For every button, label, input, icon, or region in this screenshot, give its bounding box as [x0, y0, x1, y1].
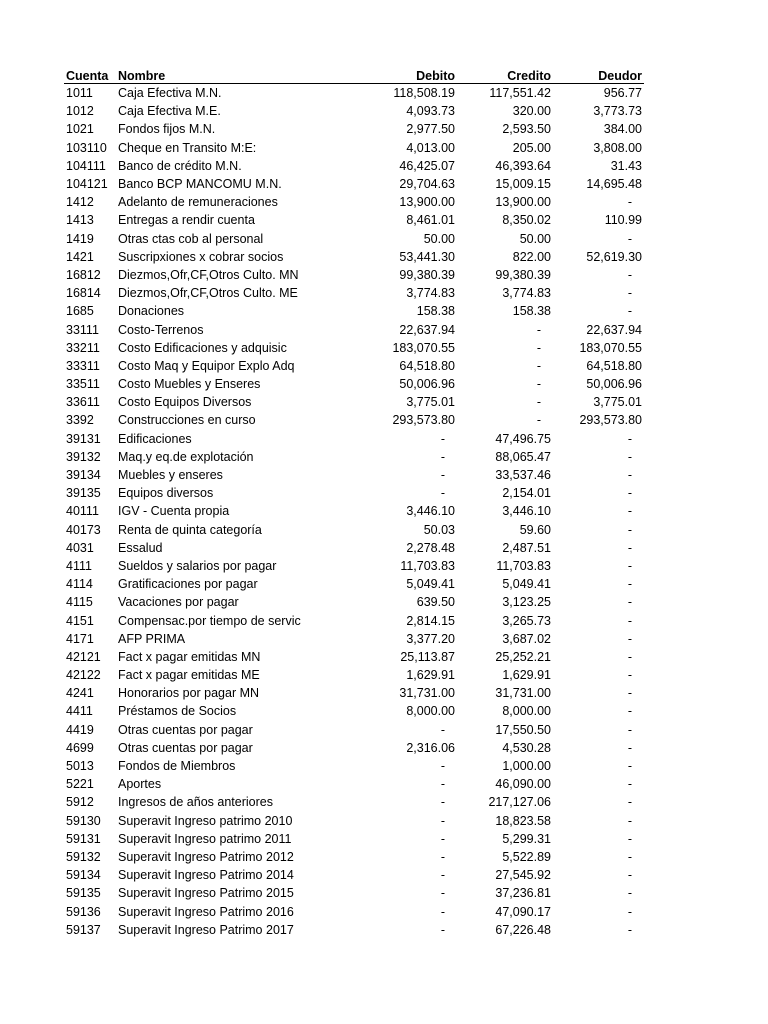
cell-cuenta: 4171 [66, 631, 94, 646]
cell-credito: 8,350.02 [502, 213, 551, 228]
table-row [64, 521, 644, 539]
cell-debito: 3,446.10 [406, 504, 455, 519]
cell-credito: 50.00 [519, 231, 551, 246]
cell-debito: 2,977.50 [406, 122, 455, 137]
cell-deudor: - [627, 631, 632, 646]
cell-nombre: Fondos de Miembros [118, 759, 236, 774]
cell-credito: 17,550.50 [495, 722, 551, 737]
cell-nombre: Adelanto de remuneraciones [118, 195, 278, 210]
cell-credito: 88,065.47 [495, 449, 551, 464]
cell-deudor: 110.99 [604, 213, 642, 228]
cell-debito: 2,278.48 [406, 540, 455, 555]
cell-credito: 3,265.73 [502, 613, 551, 628]
cell-credito: 18,823.58 [495, 813, 551, 828]
cell-debito: 11,703.83 [400, 558, 455, 573]
cell-deudor: - [627, 777, 632, 792]
cell-debito: 118,508.19 [393, 86, 455, 101]
cell-nombre: Muebles y enseres [118, 468, 223, 483]
cell-debito: 4,093.73 [406, 104, 455, 119]
cell-credito: 99,380.39 [495, 267, 551, 282]
cell-nombre: Costo Maq y Equipor Explo Adq [118, 358, 295, 373]
cell-credito: 31,731.00 [495, 686, 551, 701]
table-row [64, 175, 644, 193]
cell-nombre: Vacaciones por pagar [118, 595, 239, 610]
table-row [64, 721, 644, 739]
cell-nombre: Compensac.por tiempo de servic [118, 613, 301, 628]
cell-cuenta: 4241 [66, 686, 94, 701]
cell-debito: 64,518.80 [399, 358, 455, 373]
cell-deudor: - [627, 522, 632, 537]
header-debito: Debito [312, 64, 457, 84]
cell-credito: 11,703.83 [496, 558, 551, 573]
cell-credito: 117,551.42 [489, 86, 551, 101]
cell-nombre: Superavit Ingreso Patrimo 2016 [118, 904, 294, 919]
cell-cuenta: 16812 [66, 267, 101, 282]
cell-cuenta: 33111 [66, 322, 99, 337]
cell-credito: 217,127.06 [488, 795, 551, 810]
cell-cuenta: 59137 [66, 922, 101, 937]
cell-nombre: Caja Efectiva M.E. [118, 104, 221, 119]
cell-cuenta: 4151 [66, 613, 94, 628]
cell-cuenta: 16814 [66, 286, 101, 301]
table-row [64, 320, 644, 338]
cell-nombre: Caja Efectiva M.N. [118, 86, 222, 101]
cell-credito: 33,537.46 [495, 468, 551, 483]
cell-cuenta: 33511 [66, 377, 100, 392]
table-row [64, 211, 644, 229]
table-row [64, 448, 644, 466]
cell-deudor: - [627, 795, 632, 810]
cell-deudor: - [627, 922, 632, 937]
cell-cuenta: 1412 [66, 195, 94, 210]
cell-cuenta: 4114 [66, 577, 93, 592]
cell-deudor: 52,619.30 [586, 249, 642, 264]
cell-nombre: Costo Equipos Diversos [118, 395, 252, 410]
table-row [64, 484, 644, 502]
cell-cuenta: 3392 [66, 413, 94, 428]
accounts-table [64, 64, 644, 939]
cell-deudor: 31.43 [610, 158, 642, 173]
cell-credito: 59.60 [519, 522, 551, 537]
cell-credito: 3,446.10 [502, 504, 551, 519]
table-row [64, 102, 644, 120]
cell-deudor: 50,006.96 [586, 377, 642, 392]
cell-deudor: 183,070.55 [579, 340, 642, 355]
cell-nombre: Cheque en Transito M:E: [118, 140, 257, 155]
header-row [64, 64, 644, 84]
table-row [64, 757, 644, 775]
table-row [64, 230, 644, 248]
cell-cuenta: 104111 [66, 158, 106, 173]
cell-debito: 2,814.15 [406, 613, 455, 628]
cell-debito: 3,774.83 [406, 286, 455, 301]
cell-deudor: 3,773.73 [593, 104, 642, 119]
cell-cuenta: 33211 [66, 340, 100, 355]
cell-nombre: Préstamos de Socios [118, 704, 237, 719]
cell-nombre: Otras cuentas por pagar [118, 722, 253, 737]
cell-nombre: Costo-Terrenos [118, 322, 204, 337]
header-deudor: Deudor [553, 64, 644, 84]
cell-credito: 3,774.83 [502, 286, 551, 301]
cell-debito: - [440, 777, 445, 792]
cell-cuenta: 4411 [66, 704, 93, 719]
table-row [64, 812, 644, 830]
cell-debito: - [440, 759, 445, 774]
cell-deudor: - [627, 577, 632, 592]
cell-deudor: - [627, 904, 632, 919]
table-row [64, 430, 644, 448]
cell-nombre: Entregas a rendir cuenta [118, 213, 255, 228]
cell-deudor: - [627, 486, 632, 501]
cell-deudor: - [627, 504, 632, 519]
cell-debito: - [440, 431, 445, 446]
table-row [64, 375, 644, 393]
table-row [64, 539, 644, 557]
table-row [64, 302, 644, 320]
cell-deudor: - [627, 813, 632, 828]
cell-cuenta: 42122 [66, 668, 101, 683]
cell-cuenta: 1021 [66, 122, 94, 137]
cell-deudor: - [627, 595, 632, 610]
cell-nombre: Otras cuentas por pagar [118, 740, 253, 755]
cell-debito: 639.50 [416, 595, 455, 610]
cell-nombre: Superavit Ingreso patrimo 2011 [118, 831, 292, 846]
cell-deudor: 3,775.01 [593, 395, 642, 410]
cell-nombre: Gratificaciones por pagar [118, 577, 258, 592]
cell-debito: - [440, 849, 445, 864]
cell-deudor: 14,695.48 [586, 177, 642, 192]
cell-nombre: Diezmos,Ofr,CF,Otros Culto. ME [118, 286, 298, 301]
cell-debito: - [440, 831, 445, 846]
cell-nombre: AFP PRIMA [118, 631, 186, 646]
cell-credito: - [536, 322, 541, 337]
cell-cuenta: 1421 [66, 249, 94, 264]
table-row [64, 902, 644, 920]
cell-credito: 8,000.00 [502, 704, 551, 719]
cell-cuenta: 5221 [66, 777, 94, 792]
cell-nombre: Ingresos de años anteriores [118, 795, 273, 810]
cell-deudor: - [627, 886, 632, 901]
cell-debito: - [440, 868, 445, 883]
cell-cuenta: 59136 [66, 904, 101, 919]
cell-nombre: Equipos diversos [118, 486, 214, 501]
cell-nombre: Superavit Ingreso Patrimo 2014 [118, 868, 294, 883]
cell-debito: 13,900.00 [399, 195, 455, 210]
cell-credito: 1,000.00 [502, 759, 551, 774]
cell-credito: 47,090.17 [495, 904, 551, 919]
cell-nombre: Fact x pagar emitidas ME [118, 668, 260, 683]
cell-nombre: Donaciones [118, 304, 185, 319]
cell-deudor: - [627, 468, 632, 483]
cell-deudor: - [627, 759, 632, 774]
cell-nombre: Aportes [118, 777, 162, 792]
table-row [64, 648, 644, 666]
cell-debito: - [440, 886, 445, 901]
cell-nombre: Superavit Ingreso Patrimo 2017 [118, 922, 294, 937]
header-cuenta: Cuenta [64, 64, 116, 84]
cell-credito: 822.00 [512, 249, 551, 264]
cell-cuenta: 4699 [66, 740, 94, 755]
cell-cuenta: 33611 [66, 395, 100, 410]
cell-credito: 15,009.15 [495, 177, 551, 192]
cell-debito: 1,629.91 [406, 668, 455, 683]
table-row [64, 502, 644, 520]
cell-nombre: Construcciones en curso [118, 413, 256, 428]
table-row [64, 193, 644, 211]
cell-credito: 5,522.89 [502, 849, 551, 864]
cell-cuenta: 4115 [66, 595, 93, 610]
cell-deudor: 64,518.80 [586, 358, 642, 373]
cell-credito: 3,123.25 [502, 595, 551, 610]
cell-deudor: 3,808.00 [593, 140, 642, 155]
cell-cuenta: 40173 [66, 522, 101, 537]
table-row [64, 84, 644, 103]
cell-debito: 50,006.96 [399, 377, 455, 392]
cell-credito: 47,496.75 [495, 431, 551, 446]
table-row [64, 666, 644, 684]
cell-credito: 205.00 [512, 140, 551, 155]
cell-credito: - [536, 395, 541, 410]
cell-debito: 22,637.94 [399, 322, 455, 337]
cell-cuenta: 42121 [66, 649, 101, 664]
cell-cuenta: 40111 [66, 504, 99, 519]
cell-credito: 158.38 [512, 304, 551, 319]
cell-cuenta: 59132 [66, 849, 101, 864]
cell-debito: 50.03 [423, 522, 455, 537]
cell-deudor: - [627, 431, 632, 446]
cell-cuenta: 59135 [66, 886, 101, 901]
cell-deudor: - [627, 449, 632, 464]
cell-deudor: - [627, 231, 632, 246]
table-row [64, 702, 644, 720]
cell-deudor: - [627, 286, 632, 301]
cell-deudor: - [627, 304, 632, 319]
cell-debito: 8,461.01 [406, 213, 455, 228]
cell-cuenta: 1012 [66, 104, 94, 119]
cell-credito: 5,299.31 [502, 831, 551, 846]
cell-credito: 46,090.00 [495, 777, 551, 792]
cell-credito: 1,629.91 [502, 668, 551, 683]
table-row [64, 466, 644, 484]
cell-credito: 5,049.41 [502, 577, 551, 592]
cell-deudor: - [627, 649, 632, 664]
table-row [64, 866, 644, 884]
cell-deudor: 384.00 [603, 122, 642, 137]
cell-deudor: 293,573.80 [579, 413, 642, 428]
cell-cuenta: 1413 [66, 213, 94, 228]
table-row [64, 411, 644, 429]
table-row [64, 775, 644, 793]
cell-debito: - [440, 922, 445, 937]
cell-credito: 2,487.51 [502, 540, 551, 555]
cell-debito: - [440, 795, 445, 810]
cell-credito: 4,530.28 [502, 740, 551, 755]
table-row [64, 120, 644, 138]
cell-debito: - [440, 486, 445, 501]
cell-debito: 158.38 [416, 304, 455, 319]
cell-deudor: - [627, 195, 632, 210]
cell-debito: 5,049.41 [406, 577, 455, 592]
cell-cuenta: 4031 [66, 540, 94, 555]
cell-nombre: Fondos fijos M.N. [118, 122, 216, 137]
table-body [64, 84, 644, 939]
table-row [64, 248, 644, 266]
cell-cuenta: 103110 [66, 140, 107, 155]
table-row [64, 593, 644, 611]
cell-nombre: IGV - Cuenta propia [118, 504, 230, 519]
cell-debito: 25,113.87 [400, 649, 455, 664]
cell-debito: - [440, 813, 445, 828]
table-row [64, 339, 644, 357]
cell-deudor: - [627, 668, 632, 683]
table-row [64, 393, 644, 411]
cell-nombre: Suscripxiones x cobrar socios [118, 249, 284, 264]
cell-nombre: Fact x pagar emitidas MN [118, 649, 261, 664]
cell-nombre: Honorarios por pagar MN [118, 686, 260, 701]
cell-debito: 4,013.00 [406, 140, 455, 155]
cell-nombre: Diezmos,Ofr,CF,Otros Culto. MN [118, 267, 299, 282]
cell-credito: 3,687.02 [502, 631, 551, 646]
cell-credito: 13,900.00 [495, 195, 551, 210]
cell-deudor: - [627, 849, 632, 864]
table-row [64, 630, 644, 648]
cell-nombre: Superavit Ingreso Patrimo 2015 [118, 886, 294, 901]
cell-deudor: - [627, 868, 632, 883]
cell-debito: 50.00 [423, 231, 455, 246]
cell-debito: 31,731.00 [399, 686, 455, 701]
cell-cuenta: 5013 [66, 759, 94, 774]
table-row [64, 266, 644, 284]
cell-cuenta: 39132 [66, 449, 101, 464]
cell-nombre: Renta de quinta categoría [118, 522, 262, 537]
cell-credito: - [536, 413, 541, 428]
cell-debito: - [440, 468, 445, 483]
cell-cuenta: 59130 [66, 813, 101, 828]
cell-debito: 8,000.00 [406, 704, 455, 719]
cell-debito: 46,425.07 [399, 158, 455, 173]
cell-deudor: - [627, 686, 632, 701]
table-row [64, 793, 644, 811]
cell-credito: 46,393.64 [495, 158, 551, 173]
cell-debito: 183,070.55 [392, 340, 455, 355]
cell-deudor: - [627, 613, 632, 628]
trial-balance-sheet [64, 64, 644, 939]
table-row [64, 139, 644, 157]
table-row [64, 848, 644, 866]
table-row [64, 921, 644, 939]
cell-nombre: Essalud [118, 540, 163, 555]
cell-cuenta: 5912 [66, 795, 94, 810]
header-credito: Credito [457, 64, 553, 84]
cell-debito: - [440, 449, 445, 464]
cell-nombre: Banco de crédito M.N. [118, 158, 242, 173]
table-row [64, 611, 644, 629]
cell-credito: 67,226.48 [495, 922, 551, 937]
cell-nombre: Superavit Ingreso Patrimo 2012 [118, 849, 294, 864]
cell-deudor: - [627, 540, 632, 555]
cell-nombre: Maq.y eq.de explotación [118, 449, 254, 464]
table-row [64, 357, 644, 375]
cell-nombre: Sueldos y salarios por pagar [118, 558, 277, 573]
cell-credito: - [536, 358, 541, 373]
table-row [64, 557, 644, 575]
cell-cuenta: 39135 [66, 486, 101, 501]
cell-cuenta: 4111 [66, 558, 92, 573]
cell-cuenta: 1685 [66, 304, 94, 319]
table-row [64, 739, 644, 757]
cell-cuenta: 59131 [66, 831, 101, 846]
table-row [64, 575, 644, 593]
cell-deudor: - [627, 722, 632, 737]
table-row [64, 284, 644, 302]
cell-nombre: Costo Edificaciones y adquisic [118, 340, 287, 355]
table-row [64, 830, 644, 848]
cell-credito: 320.00 [512, 104, 551, 119]
cell-cuenta: 39131 [66, 431, 101, 446]
cell-debito: 29,704.63 [399, 177, 455, 192]
cell-credito: 2,154.01 [502, 486, 551, 501]
cell-debito: 3,775.01 [406, 395, 455, 410]
cell-deudor: 22,637.94 [586, 322, 642, 337]
cell-credito: - [536, 377, 541, 392]
table-row [64, 884, 644, 902]
cell-nombre: Edificaciones [118, 431, 192, 446]
cell-credito: 27,545.92 [495, 868, 551, 883]
cell-nombre: Costo Muebles y Enseres [118, 377, 261, 392]
cell-debito: - [440, 904, 445, 919]
header-nombre: Nombre [116, 64, 312, 84]
table-row [64, 157, 644, 175]
cell-nombre: Superavit Ingreso patrimo 2010 [118, 813, 293, 828]
cell-debito: 53,441.30 [399, 249, 455, 264]
cell-debito: 293,573.80 [392, 413, 455, 428]
cell-deudor: - [627, 704, 632, 719]
cell-credito: 37,236.81 [495, 886, 551, 901]
cell-debito: - [440, 722, 445, 737]
cell-deudor: - [627, 267, 632, 282]
cell-debito: 3,377.20 [406, 631, 455, 646]
cell-cuenta: 39134 [66, 468, 101, 483]
cell-cuenta: 1011 [66, 86, 93, 101]
cell-debito: 99,380.39 [399, 267, 455, 282]
cell-cuenta: 4419 [66, 722, 94, 737]
cell-cuenta: 59134 [66, 868, 101, 883]
cell-debito: 2,316.06 [406, 740, 455, 755]
cell-credito: 25,252.21 [495, 649, 551, 664]
cell-deudor: - [627, 740, 632, 755]
cell-nombre: Banco BCP MANCOMU M.N. [118, 177, 282, 192]
cell-deudor: - [627, 558, 632, 573]
cell-cuenta: 104121 [66, 177, 108, 192]
cell-cuenta: 1419 [66, 231, 94, 246]
cell-nombre: Otras ctas cob al personal [118, 231, 264, 246]
cell-credito: - [536, 340, 541, 355]
cell-credito: 2,593.50 [502, 122, 551, 137]
table-row [64, 684, 644, 702]
cell-deudor: - [627, 831, 632, 846]
cell-cuenta: 33311 [66, 358, 100, 373]
cell-deudor: 956.77 [603, 86, 642, 101]
